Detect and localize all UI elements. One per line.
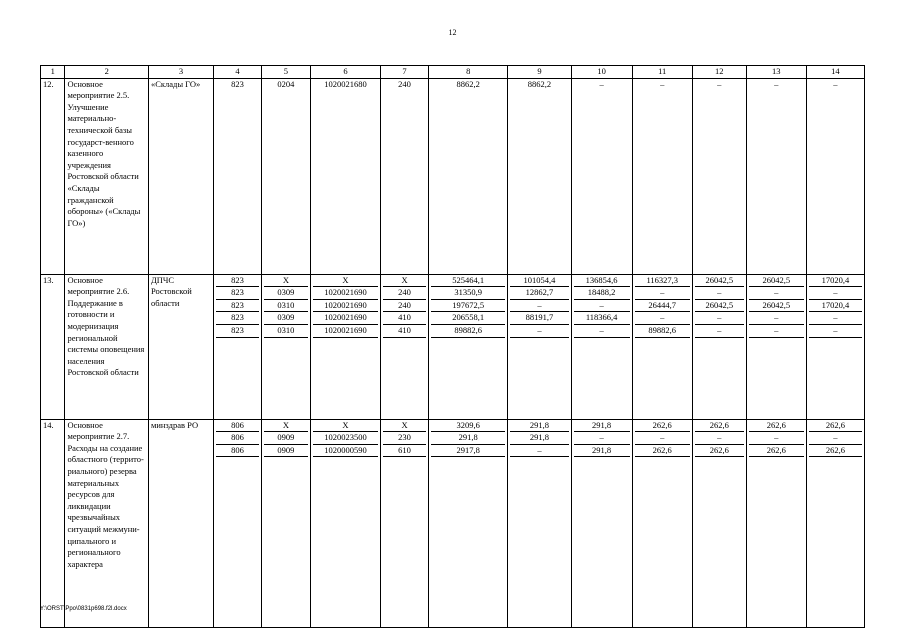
value-line: –: [833, 78, 838, 89]
value-line: 116327,3: [635, 275, 690, 288]
value-cell-col-9: [508, 419, 571, 627]
column-header-12: 12: [692, 66, 746, 79]
value-line: 89882,6: [431, 325, 505, 338]
value-line: –: [809, 312, 862, 325]
value-cell-col-6: [310, 78, 380, 274]
value-line: –: [717, 78, 722, 89]
value-cell-col-9: [508, 274, 571, 419]
column-header-5: 5: [261, 66, 310, 79]
value-line: –: [695, 325, 744, 338]
table-row: [41, 274, 865, 419]
budget-table: [40, 65, 865, 628]
value-line: 1020000590: [313, 445, 378, 458]
value-line: 1020023500: [313, 432, 378, 445]
column-header-14: 14: [806, 66, 864, 79]
value-line: 8862,2: [527, 78, 552, 89]
value-line: 262,6: [749, 445, 804, 458]
value-line: 26444,7: [635, 300, 690, 313]
value-line: –: [809, 325, 862, 338]
value-line: 0309: [264, 287, 308, 300]
value-cell-col-8: [428, 78, 507, 274]
footer-file-path: Y:\ORST\Ppo\0831p698.f2l.docx: [40, 606, 127, 612]
value-line: 262,6: [635, 420, 690, 433]
column-header-4: 4: [214, 66, 262, 79]
value-cell-col-10: [571, 274, 632, 419]
value-line: 240: [383, 300, 426, 313]
value-cell-col-5: [261, 78, 310, 274]
value-line: Х: [264, 420, 308, 433]
value-line: 610: [383, 445, 426, 458]
value-line: 262,6: [749, 420, 804, 433]
value-cell-col-12: [692, 274, 746, 419]
value-line: 240: [383, 287, 426, 300]
column-header-8: 8: [428, 66, 507, 79]
value-line: –: [749, 287, 804, 300]
table-row: [41, 419, 865, 627]
value-cell-col-5: [261, 274, 310, 419]
value-line: 806: [216, 420, 259, 433]
value-line: 1020021690: [313, 287, 378, 300]
value-line: 26042,5: [695, 275, 744, 288]
value-line: 118366,4: [574, 312, 630, 325]
header-row: [41, 66, 865, 79]
value-cell-col-12: [692, 419, 746, 627]
value-line: 0909: [264, 445, 308, 458]
value-line: 197672,5: [431, 300, 505, 313]
executor: минздрав РО: [148, 419, 213, 627]
value-line: 1020021690: [313, 325, 378, 338]
value-cell-col-11: [632, 274, 692, 419]
value-line: 262,6: [809, 445, 862, 458]
value-line: Х: [264, 275, 308, 288]
value-line: 26042,5: [749, 300, 804, 313]
value-cell-col-14: [806, 78, 864, 274]
value-line: –: [510, 325, 568, 338]
value-line: 262,6: [695, 420, 744, 433]
value-line: –: [809, 287, 862, 300]
activity-name: Основное мероприятие 2.6. Поддержание в готовности и модернизация региональной системы оповещения населения Ростовской области: [65, 274, 149, 419]
value-line: 262,6: [809, 420, 862, 433]
value-cell-col-4: [214, 274, 262, 419]
value-line: 823: [216, 287, 259, 300]
value-line: –: [510, 300, 568, 313]
page-number: 12: [448, 28, 457, 37]
row-number: 14.: [41, 419, 65, 627]
value-line: –: [749, 312, 804, 325]
value-cell-col-7: [381, 274, 429, 419]
row-number: 13.: [41, 274, 65, 419]
value-line: 291,8: [510, 432, 568, 445]
value-line: 26042,5: [695, 300, 744, 313]
value-cell-col-14: [806, 274, 864, 419]
value-line: 0309: [264, 312, 308, 325]
value-cell-col-8: [428, 419, 507, 627]
value-line: 8862,2: [456, 78, 480, 89]
value-line: Х: [383, 420, 426, 433]
value-line: 0204: [277, 78, 295, 89]
value-line: 88191,7: [510, 312, 568, 325]
value-line: –: [749, 432, 804, 445]
value-line: 0909: [264, 432, 308, 445]
value-line: 0310: [264, 325, 308, 338]
value-cell-col-7: [381, 419, 429, 627]
value-cell-col-11: [632, 419, 692, 627]
row-number: 12.: [41, 78, 65, 274]
value-line: Х: [313, 420, 378, 433]
value-line: 291,8: [431, 432, 505, 445]
value-cell-col-5: [261, 419, 310, 627]
value-line: 291,8: [574, 420, 630, 433]
value-line: –: [660, 78, 665, 89]
value-line: –: [695, 312, 744, 325]
value-line: 806: [216, 445, 259, 458]
value-line: 806: [216, 432, 259, 445]
value-cell-col-12: [692, 78, 746, 274]
column-header-3: 3: [148, 66, 213, 79]
value-line: –: [695, 287, 744, 300]
value-line: –: [635, 312, 690, 325]
column-header-7: 7: [381, 66, 429, 79]
value-cell-col-4: [214, 419, 262, 627]
table-row: [41, 78, 865, 274]
value-line: 823: [216, 325, 259, 338]
value-line: 291,8: [574, 445, 630, 458]
value-line: 262,6: [635, 445, 690, 458]
column-header-2: 2: [65, 66, 149, 79]
column-header-10: 10: [571, 66, 632, 79]
value-cell-col-6: [310, 274, 380, 419]
value-line: 525464,1: [431, 275, 505, 288]
value-line: 3209,6: [431, 420, 505, 433]
value-cell-col-11: [632, 78, 692, 274]
column-header-13: 13: [746, 66, 806, 79]
value-line: 136854,6: [574, 275, 630, 288]
table-body: [41, 66, 865, 628]
value-line: Х: [313, 275, 378, 288]
value-line: 1020021680: [324, 78, 367, 89]
value-line: 410: [383, 325, 426, 338]
value-cell-col-6: [310, 419, 380, 627]
value-line: 823: [231, 78, 244, 89]
column-header-6: 6: [310, 66, 380, 79]
value-line: 1020021690: [313, 312, 378, 325]
value-line: 2917,8: [431, 445, 505, 458]
value-cell-col-7: [381, 78, 429, 274]
value-line: –: [635, 287, 690, 300]
value-cell-col-13: [746, 419, 806, 627]
value-line: 291,8: [510, 420, 568, 433]
executor: «Склады ГО»: [148, 78, 213, 274]
value-cell-col-13: [746, 78, 806, 274]
value-line: 0310: [264, 300, 308, 313]
value-line: 18488,2: [574, 287, 630, 300]
value-cell-col-10: [571, 419, 632, 627]
value-line: 17020,4: [809, 300, 862, 313]
value-line: 12862,7: [510, 287, 568, 300]
value-line: –: [510, 445, 568, 458]
value-line: 262,6: [695, 445, 744, 458]
value-line: –: [574, 325, 630, 338]
value-line: 240: [398, 78, 411, 89]
value-line: –: [599, 78, 604, 89]
value-line: 823: [216, 300, 259, 313]
value-line: 1020021690: [313, 300, 378, 313]
value-line: –: [809, 432, 862, 445]
value-line: 230: [383, 432, 426, 445]
value-line: –: [695, 432, 744, 445]
column-header-1: 1: [41, 66, 65, 79]
activity-name: Основное мероприятие 2.5. Улучшение материально-технической базы государст-венного казенного учреждения Ростовской области «Склады гражданской обороны» («Склады ГО»): [65, 78, 149, 274]
value-line: 101054,4: [510, 275, 568, 288]
value-line: 206558,1: [431, 312, 505, 325]
value-line: –: [749, 325, 804, 338]
value-line: 26042,5: [749, 275, 804, 288]
value-cell-col-10: [571, 78, 632, 274]
value-line: 410: [383, 312, 426, 325]
value-line: 17020,4: [809, 275, 862, 288]
value-line: –: [774, 78, 779, 89]
value-line: –: [574, 300, 630, 313]
value-line: 89882,6: [635, 325, 690, 338]
value-cell-col-8: [428, 274, 507, 419]
value-line: 823: [216, 312, 259, 325]
value-cell-col-13: [746, 274, 806, 419]
activity-name: Основное мероприятие 2.7. Расходы на создание областного (террито-риального) резерва материальных ресурсов для ликвидации чрезвычайных ситуаций межмуни-ципального и регионального характера: [65, 419, 149, 627]
value-line: 31350,9: [431, 287, 505, 300]
value-cell-col-9: [508, 78, 571, 274]
column-header-9: 9: [508, 66, 571, 79]
value-cell-col-14: [806, 419, 864, 627]
value-line: –: [574, 432, 630, 445]
value-cell-col-4: [214, 78, 262, 274]
value-line: Х: [383, 275, 426, 288]
executor: ДПЧС Ростовской области: [148, 274, 213, 419]
value-line: 823: [216, 275, 259, 288]
column-header-11: 11: [632, 66, 692, 79]
value-line: –: [635, 432, 690, 445]
